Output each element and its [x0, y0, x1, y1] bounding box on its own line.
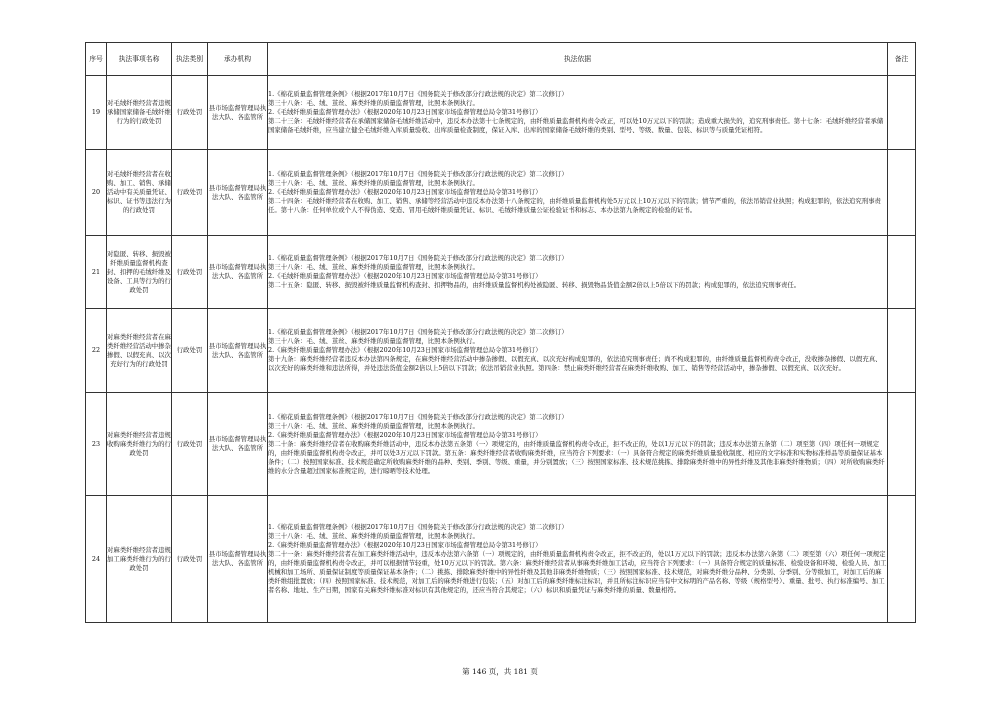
row-item-name: 对毛绒纤维经营者在收购、加工、销售、承储活动中有关质量凭证、标识、证书等违法行为的行政处罚	[107, 150, 172, 236]
header-remark: 备注	[888, 43, 916, 76]
basis-line: 2.《毛绒纤维质量监督管理办法》（根据2020年10月23日国家市场监督管理总局令第31号修订）	[268, 272, 542, 280]
basis-line: 第二十三条：毛绒纤维经营者在承储国家储备毛绒纤维活动中，违反本办法第十七条规定的，由纤维质量监督机构责令改正，可以处10万元以下的罚款；造成重大损失的，追究刑事责任。第十七条：毛绒纤维经营者承储国家储备毛绒纤维，应当建立健全毛绒纤维入库质量验收、出库质量检查制度，保证入库、出库的国家储备毛绒纤维的类别、型号、等级、数量、包装、标识等与质量凭证相符。	[268, 117, 884, 134]
header-agency: 承办机构	[208, 43, 268, 76]
row-basis	[268, 309, 888, 393]
basis-line: 1.《棉花质量监督管理条例》（根据2017年10月7日《国务院关于修改部分行政法规的决定》第二次修订）	[268, 412, 568, 421]
enforcement-table	[85, 42, 916, 623]
row-remark	[888, 150, 916, 236]
row-category: 行政处罚	[172, 496, 208, 623]
basis-line: 1.《棉花质量监督管理条例》（根据2017年10月7日《国务院关于修改部分行政法规的决定》第二次修订）	[268, 254, 568, 262]
basis-line: 第二十一条：麻类纤维经营者在加工麻类纤维活动中，违反本办法第六条第（一）项规定的，由纤维质量监督机构责令改正，拒不改正的，处以1万元以下的罚款；违反本办法第六条第（二）项至第（六）项任何一项规定的，由纤维质量监督机构责令改正，并可以根据情节轻重，处10万元以下的罚款。第六条：麻类纤维经营者从事麻类纤维加工活动，应当符合下列要求：（一）具备符合规定的质量标准、检验设备和环境、检验人员、加工机械和加工场所、质量保证制度等质量保证基本条件；（二）挑拣、排除麻类纤维中的异性纤维及其他非麻类纤维物质；（三）按照国家标准、技术规范，对麻类纤维分品种、分类别、分季别、分等级加工，对加工后的麻类纤维组批置放；（四）按照国家标准、技术规范，对加工后的麻类纤维进行包装；（五）对加工后的麻类纤维标注标识，并且所标注标识应当有中文标明的产品名称、等级（规格型号）、重量、批号、执行标准编号、加工者名称、地址、生产日期，国家有关麻类纤维标准对标识有其他规定的，还应当符合其规定；（六）标识和质量凭证与麻类纤维的质量、数量相符。	[268, 550, 887, 594]
row-basis	[268, 496, 888, 623]
row-item-name: 对麻类纤维经营者在麻类纤维经营活动中掺杂掺假、以假充真、以次充好行为的行政处罚	[107, 309, 172, 393]
row-agency: 县市场监督管理局执法大队、各监管所	[208, 496, 268, 623]
basis-line: 1.《棉花质量监督管理条例》（根据2017年10月7日《国务院关于修改部分行政法规的决定》第二次修订）	[268, 523, 568, 531]
row-agency: 县市场监督管理局执法大队、各监管所	[208, 150, 268, 236]
header-item: 执法事项名称	[107, 43, 172, 76]
header-seq: 序号	[86, 43, 107, 76]
row-agency: 县市场监督管理局执法大队、各监管所	[208, 76, 268, 150]
table-row	[86, 309, 916, 393]
row-remark	[888, 309, 916, 393]
row-seq: 21	[86, 236, 107, 309]
row-category: 行政处罚	[172, 150, 208, 236]
row-seq: 20	[86, 150, 107, 236]
row-remark	[888, 496, 916, 623]
row-item-name: 对麻类纤维经营者违规收购麻类纤维行为的行政处罚	[107, 393, 172, 496]
row-seq: 24	[86, 496, 107, 623]
table-header-row	[86, 43, 916, 76]
basis-line: 第三十八条：毛、绒、茧丝、麻类纤维的质量监督管理，比照本条例执行。	[268, 99, 479, 107]
row-seq: 19	[86, 76, 107, 150]
header-basis: 执法依据	[268, 43, 888, 76]
table-row	[86, 76, 916, 150]
row-basis	[268, 150, 888, 236]
table-row	[86, 393, 916, 496]
basis-line: 第三十八条：毛、绒、茧丝、麻类纤维的质量监督管理，比照本条例执行。	[268, 421, 479, 430]
header-category: 执法类别	[172, 43, 208, 76]
row-category: 行政处罚	[172, 393, 208, 496]
basis-line: 第三十八条：毛、绒、茧丝、麻类纤维的质量监督管理，比照本条例执行。	[268, 532, 479, 540]
basis-line: 2.《麻类纤维质量监督管理办法》（根据2020年10月23日国家市场监督管理总局令第31号修订）	[268, 346, 542, 354]
table-row	[86, 236, 916, 309]
row-basis	[268, 393, 888, 496]
basis-line: 第二十五条：隐匿、转移、损毁被纤维质量监督机构查封、扣押物品的，由纤维质量监督机构处被隐匿、转移、损毁物品货值金额2倍以上5倍以下的罚款；构成犯罪的，依法追究刑事责任。	[268, 281, 801, 289]
basis-line: 第二十四条：毛绒纤维经营者在收购、加工、销售、承储等经营活动中违反本办法第十八条规定的，由纤维质量监督机构处5万元以上10万元以下的罚款；情节严重的，依法吊销营业执照；构成犯罪的，依法追究刑事责任。第十八条：任何单位或个人不得伪造、变造、冒用毛绒纤维质量凭证、标识、毛绒纤维质量公证检验证书和标志、本办法第九条规定的检验的证书。	[268, 197, 881, 214]
row-remark	[888, 393, 916, 496]
basis-line: 第三十八条：毛、绒、茧丝、麻类纤维的质量监督管理，比照本条例执行。	[268, 179, 479, 187]
basis-line: 2.《毛绒纤维质量监督管理办法》（根据2020年10月23日国家市场监督管理总局令第31号修订）	[268, 108, 542, 116]
basis-line: 1.《棉花质量监督管理条例》（根据2017年10月7日《国务院关于修改部分行政法规的决定》第二次修订）	[268, 170, 568, 178]
basis-line: 2.《麻类纤维质量监督管理办法》（根据2020年10月23日国家市场监督管理总局令第31号修订）	[268, 541, 542, 549]
row-item-name: 对隐匿、转移、损毁被纤维质量监督机构查封、扣押的毛绒纤维及设备、工具等行为的行政处罚	[107, 236, 172, 309]
basis-line: 第三十八条：毛、绒、茧丝、麻类纤维的质量监督管理，比照本条例执行。	[268, 337, 479, 345]
row-seq: 22	[86, 309, 107, 393]
row-remark	[888, 236, 916, 309]
row-agency: 县市场监督管理局执法大队、各监管所	[208, 236, 268, 309]
basis-line: 第二十条：麻类纤维经营者在收购麻类纤维活动中，违反本办法第五条第（一）项规定的，由纤维质量监督机构责令改正，拒不改正的，处以1万元以下的罚款；违反本办法第五条第（二）项至第（四）项任何一项规定的，由纤维质量监督机构责令改正，并可以处3万元以下罚款。第五条：麻类纤维经营者收购麻类纤维，应当符合下列要求：（一）具备符合规定的麻类纤维质量验收制度、相应的文字标准和实物标准样品等质量保证基本条件；（二）按照国家标准、技术规范确定所收购麻类纤维的品种、类别、季别、等级、重量，并分别置放；（三）按照国家标准、技术规范挑拣、排除麻类纤维中的异性纤维及其他非麻类纤维物质；（四）对所收购麻类纤维的水分含量超过国家标准规定的，进行晾晒等技术处理。	[268, 439, 885, 475]
basis-line: 1.《棉花质量监督管理条例》（根据2017年10月7日《国务院关于修改部分行政法规的决定》第二次修订）	[268, 90, 568, 98]
basis-line: 2.《麻类纤维质量监督管理办法》（根据2020年10月23日国家市场监督管理总局令第31号修订）	[268, 430, 542, 439]
table-row	[86, 150, 916, 236]
row-category: 行政处罚	[172, 236, 208, 309]
basis-line: 1.《棉花质量监督管理条例》（根据2017年10月7日《国务院关于修改部分行政法规的决定》第二次修订）	[268, 328, 568, 336]
row-basis	[268, 76, 888, 150]
basis-line: 第三十八条：毛、绒、茧丝、麻类纤维的质量监督管理，比照本条例执行。	[268, 263, 479, 271]
page-footer: 第 146 页，共 181 页	[462, 667, 538, 676]
row-remark	[888, 76, 916, 150]
row-seq: 23	[86, 393, 107, 496]
row-basis	[268, 236, 888, 309]
row-category: 行政处罚	[172, 76, 208, 150]
row-item-name: 对麻类纤维经营者违规加工麻类纤维行为的行政处罚	[107, 496, 172, 623]
row-item-name: 对毛绒纤维经营者违规承储国家储备毛绒纤维行为的行政处罚	[107, 76, 172, 150]
basis-line: 第十九条：麻类纤维经营者违反本办法第四条规定，在麻类纤维经营活动中掺杂掺假、以假充真、以次充好构成犯罪的，依法追究刑事责任；尚不构成犯罪的，由纤维质量监督机构责令改正，没收掺杂掺假、以假充真、以次充好的麻类纤维和违法所得，并处违法货值金额2倍以上5倍以下罚款；依法吊销营业执照。第四条：禁止麻类纤维经营者在麻类纤维收购、加工、销售等经营活动中，掺杂掺假、以假充真、以次充好。	[268, 355, 882, 372]
table-row	[86, 496, 916, 623]
row-category: 行政处罚	[172, 309, 208, 393]
row-agency: 县市场监督管理局执法大队、各监管所	[208, 309, 268, 393]
basis-line: 2.《毛绒纤维质量监督管理办法》（根据2020年10月23日国家市场监督管理总局令第31号修订）	[268, 188, 542, 196]
row-agency: 县市场监督管理局执法大队、各监管所	[208, 393, 268, 496]
